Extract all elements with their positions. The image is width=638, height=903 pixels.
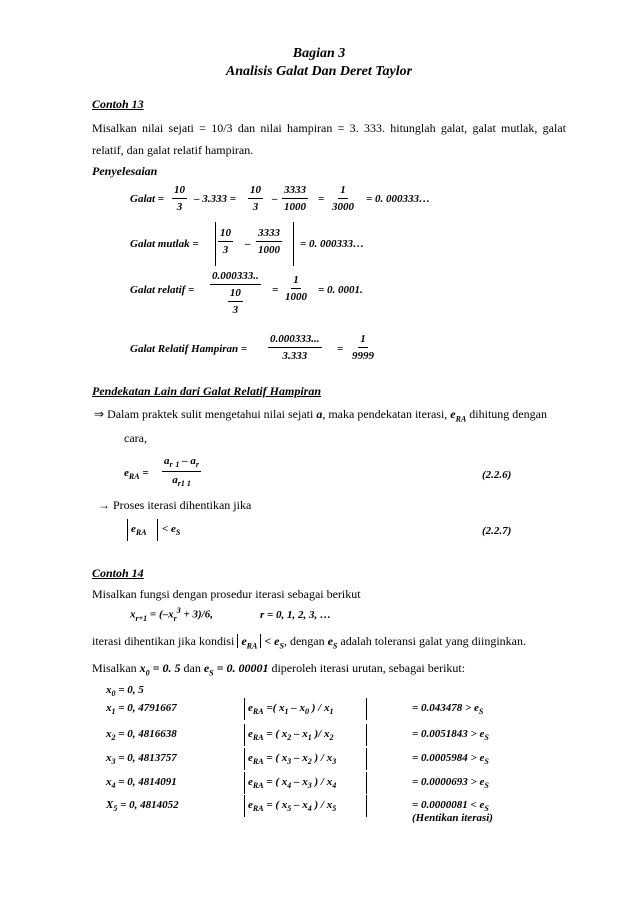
setup-es-e: e	[203, 661, 210, 675]
iter-5-f-s1: 5	[287, 804, 292, 814]
eq226-den-s: r	[177, 479, 181, 489]
setup-x0-x: x	[139, 661, 146, 675]
cond-sub: RA	[246, 641, 258, 651]
galat-fraction-3	[282, 184, 308, 213]
iter-1-result	[412, 702, 483, 716]
iter-3-f-body: = ( x	[263, 752, 288, 764]
galat-result: = 0. 000333…	[366, 193, 431, 205]
iter-5-sub: 5	[113, 804, 118, 814]
eq226-num	[162, 455, 201, 472]
iter-3-f-s1: 3	[287, 757, 292, 767]
iter-2-x: x	[106, 728, 112, 740]
example-13-text-line2: relatif, dan galat relatif hampiran.	[92, 143, 254, 157]
iter-2-f-s1: 2	[287, 733, 292, 743]
eq227-number: (2.2.7)	[482, 525, 512, 537]
solution-heading: Penyelesaian	[92, 164, 158, 178]
iter-4-f-e: e	[248, 776, 253, 788]
iter-row-4	[106, 776, 177, 790]
bullet-2	[98, 498, 251, 513]
relatif-f-num: 1	[291, 274, 301, 289]
relatif-num: 0.000333..	[210, 270, 261, 285]
bullet-1-a: a	[316, 407, 323, 421]
iter-3-abs-right	[366, 748, 367, 770]
setup-es-sub: S	[209, 668, 214, 678]
hampiran-f-den: 9999	[352, 350, 374, 362]
iter-2-abs-right	[366, 724, 367, 746]
iter-5-f-e: e	[248, 799, 253, 811]
hampiran-fraction-2	[352, 333, 374, 362]
cond-es-e: e	[327, 634, 333, 648]
relatif-fraction-2	[285, 274, 307, 303]
cond-es-sub: S	[332, 641, 338, 651]
eq227-abs-right	[157, 519, 158, 541]
galat-f1-den: 3	[176, 201, 183, 213]
eq226-eq: =	[142, 467, 149, 479]
iter-4-f-sub: RA	[252, 781, 264, 791]
iter-4-result-sub: S	[484, 781, 489, 791]
eq227-abs-left	[127, 519, 128, 541]
galat-eq: =	[318, 193, 325, 205]
iter-1-f-s2: 0	[305, 707, 309, 717]
iter-0-x: x	[106, 684, 112, 696]
iter-4-f-s2: 3	[307, 781, 312, 791]
eq226-den-g: 1 1	[180, 479, 191, 489]
eq226-num-s2: r	[195, 460, 199, 470]
relatif-fraction	[210, 270, 261, 316]
setup-mid: dan	[180, 661, 204, 675]
cond-pre: iterasi dihentikan jika kondisi	[92, 634, 235, 648]
iter-4-val: = 0, 4814091	[115, 776, 177, 788]
iter-1-f-op: – x	[288, 702, 305, 714]
iteration-index-range: r = 0, 1, 2, 3, …	[260, 609, 332, 621]
mutlak-fraction-2	[256, 227, 282, 256]
eq226-num-g: 1	[175, 460, 180, 470]
iter-1-formula	[248, 702, 333, 716]
implies-arrow-icon: ⇒	[94, 407, 108, 421]
galat-fraction-4	[332, 184, 354, 213]
iteration-formula	[130, 606, 213, 623]
hampiran-label: Galat Relatif Hampiran =	[130, 343, 248, 355]
cond-es	[327, 634, 338, 651]
galat-f3-num: 3333	[282, 184, 308, 199]
formula-mid: = (–x	[147, 608, 174, 621]
cond-post1: , dengan	[283, 634, 328, 648]
iter-2-f-body: = ( x	[263, 728, 288, 740]
iter-4-f-s1: 4	[287, 781, 292, 791]
setup-pre: Misalkan	[92, 661, 140, 675]
iter-3-result-sub: S	[484, 757, 489, 767]
hampiran-eq: =	[337, 343, 344, 355]
eq227-era	[131, 523, 147, 537]
hampiran-den: 3.333	[282, 350, 308, 362]
iter-3-result-text: = 0.0005984 > e	[412, 752, 485, 764]
iter-4-f-s3: 4	[332, 781, 337, 791]
bullet-1-text-pre: Dalam praktek sulit mengetahui nilai sejati	[107, 407, 317, 421]
iter-5-f-s2: 4	[307, 804, 312, 814]
iter-5-val: = 0, 4814052	[117, 799, 179, 811]
iter-5-f-body: = ( x	[263, 799, 288, 811]
iter-row-0	[106, 684, 144, 698]
iter-2-f-e: e	[248, 728, 253, 740]
hampiran-fraction	[268, 333, 322, 362]
eq226-num-a1: a	[164, 455, 170, 467]
eq226-fraction	[162, 455, 201, 488]
iter-5-abs-left	[244, 795, 245, 817]
iter-5-f-s3: 5	[332, 804, 337, 814]
iter-1-result-text: = 0.043478 > e	[412, 702, 479, 714]
mutlak-abs-right	[293, 222, 294, 266]
eq226-lhs	[124, 467, 149, 481]
iter-1-f-s1: 1	[284, 707, 289, 717]
iter-4-result	[412, 776, 489, 790]
mutlak-result: = 0. 000333…	[300, 238, 365, 250]
mutlak-f1-den: 3	[222, 244, 229, 256]
formula-sub: r+1	[135, 613, 148, 623]
iter-3-f-s3: 3	[332, 757, 337, 767]
iter-row-3	[106, 752, 177, 766]
mutlak-f2-den: 1000	[258, 244, 280, 256]
iter-3-f-sub: RA	[252, 757, 264, 767]
relatif-den	[228, 285, 243, 316]
galat-f3-den: 1000	[284, 201, 306, 213]
iter-4-abs-left	[244, 772, 245, 794]
iter-3-val: = 0, 4813757	[115, 752, 177, 764]
iter-2-result	[412, 728, 489, 742]
relatif-f-den: 1000	[285, 291, 307, 303]
iter-1-f-sub: RA	[252, 707, 264, 717]
iter-5-f-sub: RA	[252, 804, 264, 814]
cond-abs	[237, 634, 261, 651]
iter-row-5	[106, 799, 179, 813]
galat-f4-num: 1	[338, 184, 348, 199]
iter-1-abs-left	[244, 698, 245, 720]
eq226-num-s1: r	[169, 460, 173, 470]
mutlak-label: Galat mutlak =	[130, 238, 199, 250]
iter-1-x: x	[106, 702, 112, 714]
iter-3-sub: 3	[111, 757, 116, 767]
formula-sup: 3	[176, 606, 181, 615]
eq227-rel-text: < e	[162, 523, 176, 535]
iter-4-x: x	[106, 776, 112, 788]
stop-iteration-note: (Hentikan iterasi)	[412, 812, 493, 824]
cond-e: e	[241, 634, 247, 648]
mutlak-f1-num: 10	[218, 227, 233, 242]
relatif-label: Galat relatif =	[130, 284, 195, 296]
bullet-1-era-e: e	[450, 407, 456, 421]
galat-fraction-2	[248, 184, 263, 213]
iter-5-f-op: – x	[291, 799, 308, 811]
setup-es-val: = 0. 00001	[213, 661, 269, 675]
formula-sub2: r	[173, 613, 177, 623]
iter-2-result-sub: S	[484, 733, 489, 743]
galat-fraction-1	[172, 184, 187, 213]
example-14-intro: Misalkan fungsi dengan prosedur iterasi sebagai berikut	[92, 587, 361, 601]
iter-2-f-div: )/ x	[311, 728, 330, 740]
iter-2-abs-left	[244, 724, 245, 746]
relatif-den-den: 3	[232, 304, 239, 316]
eq226-den	[172, 472, 191, 488]
setup-x0-val: = 0. 5	[149, 661, 181, 675]
bullet-1-line2: cara,	[124, 431, 147, 445]
eq227-e: e	[131, 523, 136, 535]
formula-x: x	[130, 608, 136, 621]
eq226-e: e	[124, 467, 129, 479]
cond-rel-sub: S	[279, 641, 284, 651]
iter-4-result-text: = 0.0000693 > e	[412, 776, 485, 788]
eq226-num-op: – a	[182, 455, 196, 467]
eq227-rel	[162, 523, 180, 537]
iter-1-f-s3: 1	[329, 707, 334, 717]
setup-line	[92, 661, 465, 677]
iter-row-2	[106, 728, 177, 742]
formula-end: + 3)/6,	[180, 608, 213, 621]
bullet-1-era-sub: RA	[455, 414, 467, 424]
iter-2-formula	[248, 728, 333, 742]
example-14-heading: Contoh 14	[92, 566, 144, 580]
hampiran-num: 0.000333...	[268, 333, 322, 348]
iter-2-val: = 0, 4816638	[115, 728, 177, 740]
iter-5-abs-right	[366, 795, 367, 817]
eq226-sub: RA	[128, 472, 140, 482]
mutlak-minus: –	[245, 238, 251, 250]
iter-4-sub: 4	[111, 781, 116, 791]
iter-5-x: X	[106, 799, 114, 811]
example-13-text-line1: Misalkan nilai sejati = 10/3 dan nilai hampiran = 3. 333. hitunglah galat, galat mutlak, galat	[92, 121, 566, 135]
bullet-1-text-post: dihitung dengan	[466, 407, 547, 421]
setup-es	[203, 661, 269, 678]
relatif-den-num: 10	[228, 287, 243, 302]
section-title: Bagian 3	[292, 46, 346, 61]
galat-f2-num: 10	[248, 184, 263, 199]
setup-post: diperoleh iterasi urutan, sebagai berikut:	[268, 661, 466, 675]
iter-0-val: = 0, 5	[115, 684, 144, 696]
iter-1-abs-right	[366, 698, 367, 720]
iter-5-result-text: = 0.0000081 < e	[412, 799, 485, 811]
iter-3-x: x	[106, 752, 112, 764]
eq227-sub: RA	[135, 528, 147, 538]
example-13-heading: Contoh 13	[92, 97, 144, 111]
iter-4-abs-right	[366, 772, 367, 794]
iter-3-f-op: – x	[291, 752, 308, 764]
iter-3-f-div: ) / x	[311, 752, 333, 764]
iter-3-formula	[248, 752, 336, 766]
right-arrow-icon: →	[98, 498, 113, 512]
iter-4-formula	[248, 776, 336, 790]
galat-f1-num: 10	[172, 184, 187, 199]
approach-heading: Pendekatan Lain dari Galat Relatif Hampiran	[92, 384, 322, 398]
relatif-result: = 0. 0001.	[318, 284, 363, 296]
iter-2-f-sub: RA	[252, 733, 264, 743]
bullet-2-text: Proses iterasi dihentikan jika	[113, 498, 252, 512]
setup-x0-sub: 0	[145, 668, 150, 678]
iter-1-f-div: ) / x	[309, 702, 330, 714]
mutlak-fraction-1	[218, 227, 233, 256]
iter-1-result-sub: S	[478, 707, 484, 717]
galat-minus-1: – 3.333 =	[194, 193, 237, 205]
iter-5-f-div: ) / x	[311, 799, 333, 811]
cond-rel	[264, 634, 284, 651]
galat-minus-2: –	[272, 193, 278, 205]
iter-1-f-e: e	[248, 702, 253, 714]
iter-row-1	[106, 702, 177, 716]
cond-post2: adalah toleransi galat yang diinginkan.	[337, 634, 526, 648]
section-subtitle: Analisis Galat Dan Deret Taylor	[225, 64, 413, 79]
eq226-den-a: a	[172, 474, 178, 487]
iter-1-val: = 0, 4791667	[115, 702, 177, 714]
iter-3-f-s2: 2	[307, 757, 312, 767]
iter-2-f-s3: 2	[329, 733, 334, 743]
mutlak-abs-left	[215, 222, 216, 266]
cond-rel-text: < e	[264, 634, 280, 648]
iter-1-f-body: =( x	[263, 702, 285, 714]
eq227-rel-sub: S	[175, 528, 181, 538]
iter-4-f-div: ) / x	[311, 776, 333, 788]
stop-condition	[92, 634, 526, 650]
hampiran-f-num: 1	[358, 333, 368, 348]
iter-2-f-op: – x	[291, 728, 308, 740]
galat-f2-den: 3	[252, 201, 259, 213]
iter-2-f-s2: 1	[307, 733, 312, 743]
relatif-eq: =	[272, 284, 279, 296]
iter-3-abs-left	[244, 748, 245, 770]
iter-1-sub: 1	[111, 707, 116, 717]
iter-2-result-text: = 0.0051843 > e	[412, 728, 485, 740]
mutlak-f2-num: 3333	[256, 227, 282, 242]
iter-3-f-e: e	[248, 752, 253, 764]
iter-4-f-op: – x	[291, 776, 308, 788]
galat-f4-den: 3000	[332, 201, 354, 213]
eq226-number: (2.2.6)	[482, 469, 512, 481]
iter-2-sub: 2	[111, 733, 116, 743]
bullet-1	[94, 407, 547, 423]
iter-4-f-body: = ( x	[263, 776, 288, 788]
iter-3-result	[412, 752, 489, 766]
setup-x0	[139, 661, 181, 678]
iter-0-sub: 0	[111, 689, 116, 699]
iter-5-result-sub: S	[484, 804, 489, 814]
galat-label: Galat =	[130, 193, 165, 205]
iter-5-formula	[248, 799, 336, 813]
bullet-1-era	[450, 407, 467, 424]
bullet-1-text-mid: , maka pendekatan iterasi,	[322, 407, 451, 421]
